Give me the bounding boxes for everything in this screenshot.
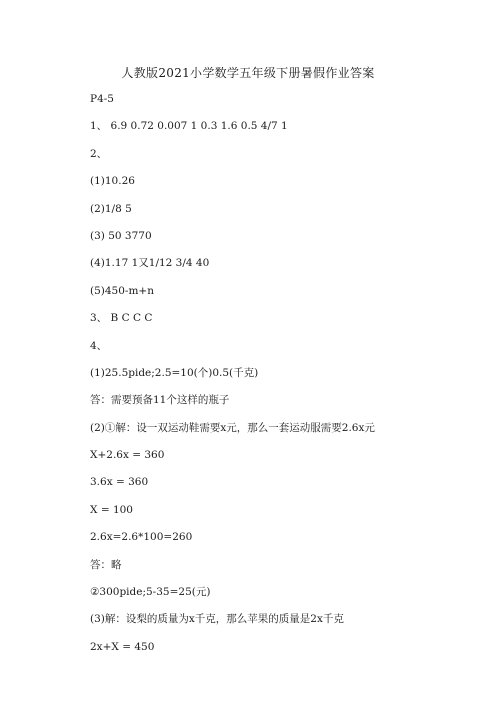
answer-line: (3)解：设梨的质量为x千克，那么苹果的质量是2x千克 bbox=[90, 613, 344, 626]
answer-line: ②300pide;5-35=25(元) bbox=[90, 586, 211, 599]
answer-line: 答：略 bbox=[90, 558, 122, 571]
answer-line: 答：需要预备11个这样的瓶子 bbox=[90, 394, 230, 407]
answer-line: 2x+X = 450 bbox=[90, 640, 155, 653]
answer-line: (2)1/8 5 bbox=[90, 202, 132, 215]
answer-line: 3.6x = 360 bbox=[90, 476, 149, 489]
answer-line: 2.6x=2.6*100=260 bbox=[90, 531, 193, 544]
answer-line: (4)1.17 1又1/12 3/4 40 bbox=[90, 257, 210, 270]
answer-lines bbox=[90, 92, 490, 667]
answer-line: 1、 6.9 0.72 0.007 1 0.3 1.6 0.5 4/7 1 bbox=[90, 120, 288, 133]
answer-line: (1)25.5pide;2.5=10(个)0.5(千克) bbox=[90, 366, 259, 379]
answer-line: (1)10.26 bbox=[90, 175, 135, 188]
answer-line: X = 100 bbox=[90, 503, 133, 516]
answer-line: 2、 bbox=[90, 147, 108, 160]
answer-line: 4、 bbox=[90, 339, 108, 352]
answer-line: (5)450-m+n bbox=[90, 284, 154, 297]
answer-line: 3、 B C C C bbox=[90, 312, 153, 325]
answer-line: (3) 50 3770 bbox=[90, 229, 152, 242]
answer-line: (2)①解：设一双运动鞋需要x元，那么一套运动服需要2.6x元 bbox=[90, 421, 375, 434]
answer-line: P4-5 bbox=[90, 93, 114, 105]
document-title: 人教版2021小学数学五年级下册暑假作业答案 bbox=[121, 66, 375, 80]
answer-line: X+2.6x = 360 bbox=[90, 449, 165, 462]
